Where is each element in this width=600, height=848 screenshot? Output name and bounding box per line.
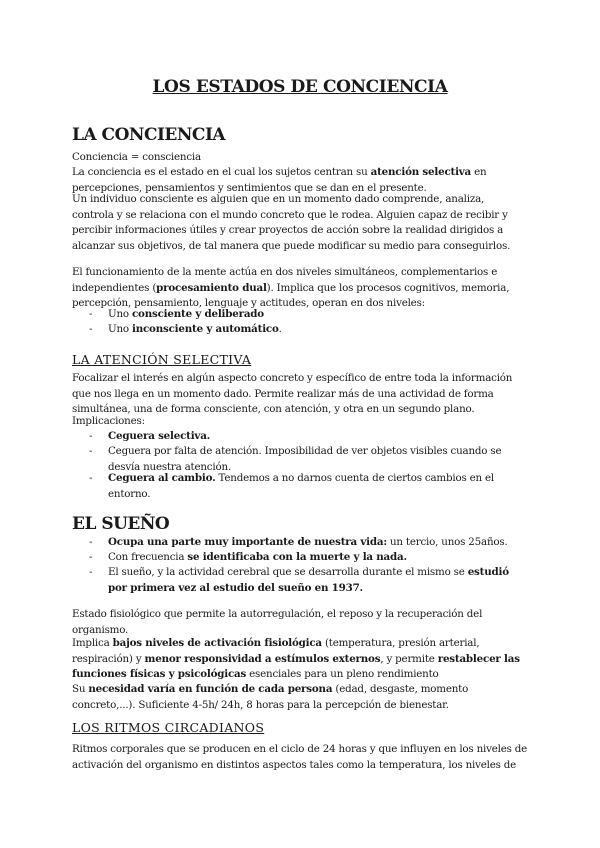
list-item: - El sueño, y la actividad cerebral que se desarrolla durante el mismo se estudió por primera vez al estudio del sueño en 1937. [89,566,509,594]
section-heading-sueno: EL SUEÑO [72,514,170,534]
section-heading-ritmos-circadianos: LOS RITMOS CIRCADIANOS [72,720,265,735]
paragraph-estado-fisiologico: Estado fisiológico que permite la autorregulación, el reposo y la recuperación del organismo. [72,608,483,636]
list-item: - Con frecuencia se identificaba con la muerte y la nada. [89,551,407,563]
paragraph-implica: Implica bajos niveles de activación fisiológica (temperatura, presión arterial, respiración) y menor responsividad a estímulos externos, y permite restablecer las funciones físicas y psicológicas esenciales para un pleno rendimiento [72,637,520,680]
paragraph-equivalence: Conciencia = consciencia [72,151,201,163]
paragraph-implicaciones: Implicaciones: [72,415,145,427]
list-item: - Ceguera al cambio. Tendemos a no darnos cuenta de ciertos cambios en el entorno. [89,472,494,500]
paragraph-procesamiento-dual: El funcionamiento de la mente actúa en dos niveles simultáneos, complementarios e independientes (procesamiento dual). Implica que los procesos cognitivos, memoria, percepción, pensamiento, lenguaje y actitudes, operan en dos niveles: [72,266,510,309]
section-heading-atencion-selectiva: LA ATENCIÓN SELECTIVA [72,352,252,367]
section-heading-conciencia: LA CONCIENCIA [72,125,226,145]
paragraph-atencion-definition: Focalizar el interés en algún aspecto concreto y específico de entre toda la información que nos llega en un momento dado. Permite realizar más de una actividad de forma simultánea, una de forma consciente, con atención, y otra en un segundo plano. [72,372,513,415]
list-item: - Ceguera selectiva. [89,430,211,442]
paragraph-individuo-consciente: Un individuo consciente es alguien que en un momento dado comprende, analiza, controla y se relaciona con el mundo concreto que le rodea. Alguien capaz de recibir y percibir informaciones útiles y crear proyectos de acción sobre la realidad dirigidos a alcanzar sus objetivos, de tal manera que puede modificar su medio para conseguirlos. [72,193,511,252]
list-item: - Ocupa una parte muy importante de nuestra vida: un tercio, unos 25años. [89,536,508,548]
paragraph-conciencia-definition: La conciencia es el estado en el cual los sujetos centran su atención selectiva en percepciones, pensamientos y sentimientos que se dan en el presente. [72,166,487,194]
list-item: - Uno consciente y deliberado [89,308,264,320]
paragraph-ritmos-definition: Ritmos corporales que se producen en el ciclo de 24 horas y que influyen en los niveles de activación del organismo en distintos aspectos tales como la temperatura, los niveles de [72,743,528,771]
paragraph-necesidad: Su necesidad varía en función de cada persona (edad, desgaste, momento concreto,...). Suficiente 4-5h/ 24h, 8 horas para la percepción de bienestar. [72,683,469,711]
document-title: LOS ESTADOS DE CONCIENCIA [152,77,448,97]
list-item: - Uno inconsciente y automático. [89,323,282,335]
list-item: - Ceguera por falta de atención. Imposibilidad de ver objetos visibles cuando se desvía nuestra atención. [89,445,502,473]
